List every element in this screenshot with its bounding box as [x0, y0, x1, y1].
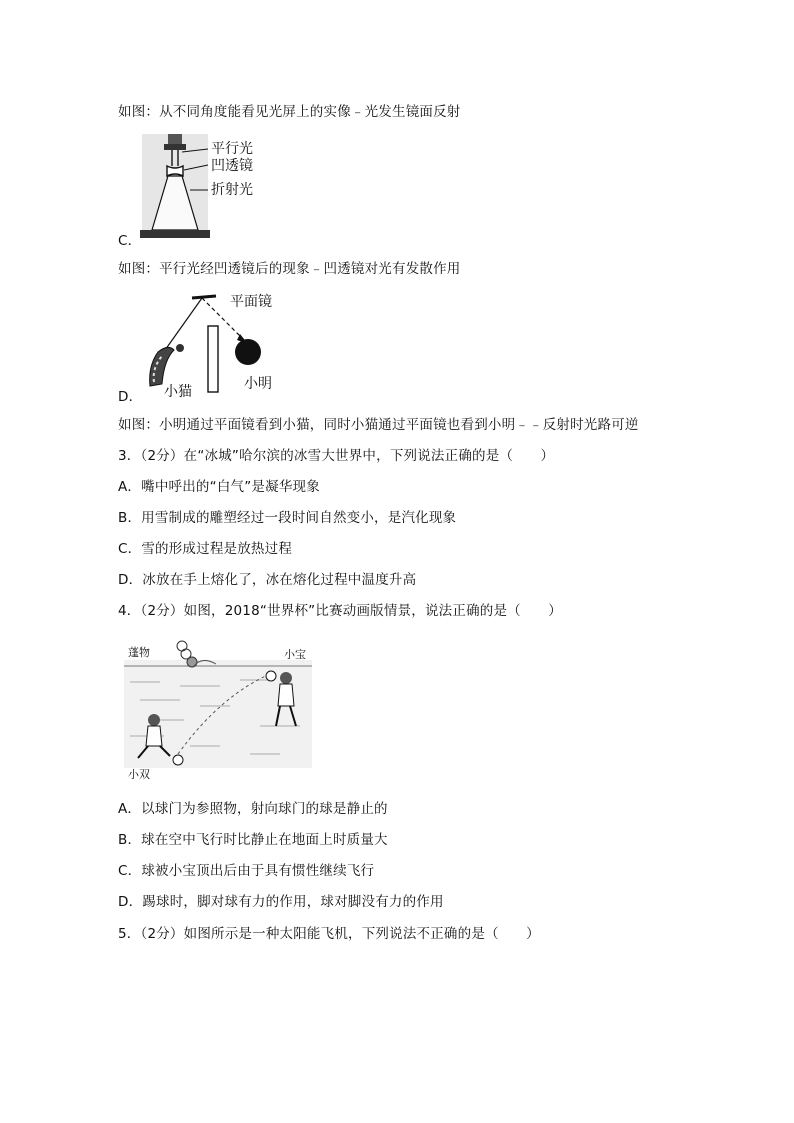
- question-3-stem: 3．（2分）在“冰城”哈尔滨的冰雪大世界中，下列说法正确的是（ ）: [118, 448, 555, 464]
- question-4-option-a: A．以球门为参照物，射向球门的球是静止的: [118, 801, 388, 817]
- question-4-option-b: B．球在空中飞行时比静止在地面上时质量大: [118, 832, 388, 848]
- xiaobao-label: 小宝: [284, 648, 306, 661]
- option-d-caption: 如图：小明通过平面镜看到小猫，同时小猫通过平面镜也看到小明﹣﹣反射时光路可逆: [118, 417, 639, 433]
- question-3-option-a: A．嘴中呼出的“白气”是凝华现象: [118, 479, 320, 495]
- option-b-caption: 如图：从不同角度能看见光屏上的实像﹣光发生镜面反射: [118, 104, 461, 120]
- soccer-scene-figure: [120, 636, 316, 786]
- option-c-label: C．: [118, 233, 142, 249]
- xiaoshuang-label: 小双: [128, 768, 150, 781]
- question-3-option-d: D．冰放在手上熔化了，冰在熔化过程中温度升高: [118, 572, 417, 588]
- plane-mirror-figure: [140, 288, 300, 402]
- parallel-light-label: 平行光: [211, 141, 253, 157]
- xiaoming-label: 小明: [244, 376, 272, 392]
- kitten-label: 小猫: [164, 384, 192, 398]
- concave-lens-figure: [138, 132, 278, 248]
- goal-label: 蓬物: [128, 646, 150, 659]
- question-4-option-c: C．球被小宝顶出后由于具有惯性继续飞行: [118, 863, 375, 879]
- question-3-option-b: B．用雪制成的雕塑经过一段时间自然变小，是汽化现象: [118, 510, 457, 526]
- concave-lens-label: 凹透镜: [211, 158, 253, 174]
- question-5-stem: 5．（2分）如图所示是一种太阳能飞机，下列说法不正确的是（ ）: [118, 926, 540, 942]
- refracted-light-label: 折射光: [211, 182, 253, 198]
- option-d-label: D．: [118, 389, 143, 405]
- question-4-stem: 4．（2分）如图，2018“世界杯”比赛动画版情景，说法正确的是（ ）: [118, 603, 562, 619]
- question-4-option-d: D．踢球时，脚对球有力的作用，球对脚没有力的作用: [118, 894, 444, 910]
- plane-mirror-label: 平面镜: [230, 294, 272, 310]
- option-c-caption: 如图：平行光经凹透镜后的现象﹣凹透镜对光有发散作用: [118, 261, 461, 277]
- question-3-option-c: C．雪的形成过程是放热过程: [118, 541, 293, 557]
